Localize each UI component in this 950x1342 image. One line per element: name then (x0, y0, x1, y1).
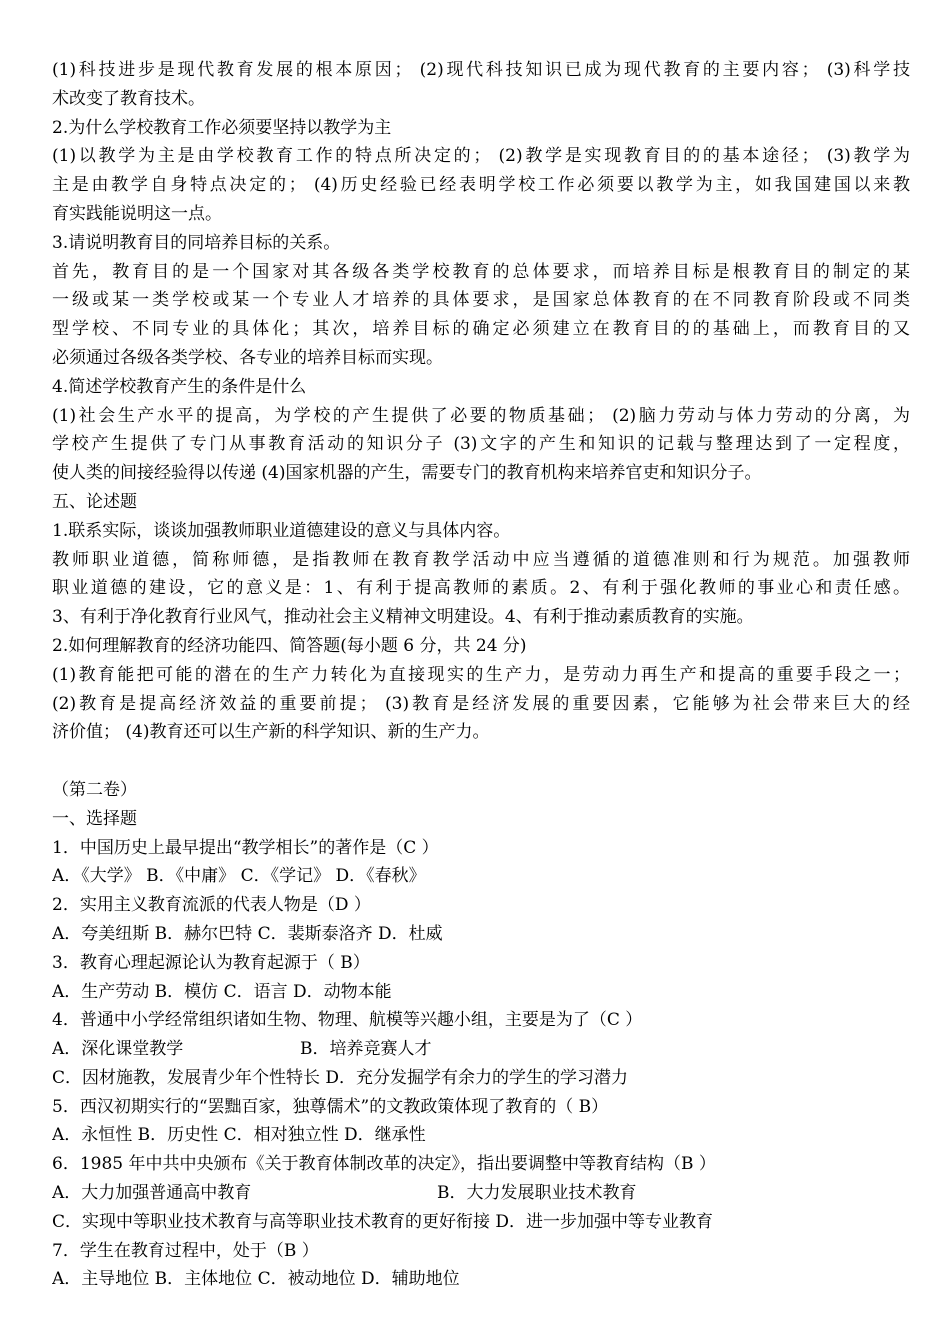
paragraph-line: 必须通过各级各类学校、各专业的培养目标而实现。 (52, 347, 443, 368)
document-body (52, 56, 910, 1294)
mcq-option-a: A．大力加强普通高中教育 (52, 1183, 252, 1204)
paragraph-line: 使人类的间接经验得以传递 (4)国家机器的产生，需要专门的教育机构来培养官吏和知识分子。 (52, 463, 762, 484)
mcq-question: 4．普通中小学经常组织诸如生物、物理、航模等兴趣小组，主要是为了（C ） (52, 1010, 643, 1031)
paragraph-line: 一级或某一类学校或某一个专业人才培养的具体要求，是国家总体教育的在不同教育阶段或不同类 (52, 290, 910, 311)
mcq-options: A．《大学》 B．《中庸》 C．《学记》 D．《春秋》 (52, 866, 426, 887)
paragraph-line: (2)教育是提高经济效益的重要前提； (3)教育是经济发展的重要因素，它能够为社会带来巨大的经 (52, 693, 910, 714)
mcq-option-b: B．大力发展职业技术教育 (437, 1183, 637, 1204)
volume-title: （第二卷） (52, 779, 137, 800)
question-title: 1.联系实际，谈谈加强教师职业道德建设的意义与具体内容。 (52, 520, 511, 541)
paragraph-line: 教师职业道德，简称师德，是指教师在教育教学活动中应当遵循的道德准则和行为规范。加强教师 (52, 549, 910, 570)
mcq-question: 6．1985 年中共中央颁布《关于教育体制改革的决定》，指出要调整中等教育结构（B ） (52, 1154, 716, 1175)
paragraph-line: 育实践能说明这一点。 (52, 203, 222, 224)
blank-line (52, 747, 910, 776)
paragraph-line: (1)科技进步是现代教育发展的根本原因； (2)现代科技知识已成为现代教育的主要内容； (3)科学技 (52, 60, 910, 80)
section-heading: 一、选择题 (52, 808, 137, 829)
mcq-options-row (52, 1179, 910, 1208)
paragraph-line: 术改变了教育技术。 (52, 88, 205, 109)
section-heading: 五、论述题 (52, 491, 137, 512)
question-title: 4.简述学校教育产生的条件是什么 (52, 376, 307, 397)
mcq-options: A．生产劳动 B．模仿 C．语言 D．动物本能 (52, 981, 392, 1002)
mcq-question: 3．教育心理起源论认为教育起源于（ B） (52, 952, 370, 973)
question-title: 2.如何理解教育的经济功能四、简答题(每小题 6 分，共 24 分) (52, 635, 527, 656)
mcq-question: 2．实用主义教育流派的代表人物是（D ） (52, 895, 371, 916)
mcq-option-b: B．培养竞赛人才 (300, 1039, 432, 1060)
mcq-options: C．实现中等职业技术教育与高等职业技术教育的更好衔接 D．进一步加强中等专业教育 (52, 1211, 714, 1232)
mcq-options: A．夸美纽斯 B．赫尔巴特 C．裴斯泰洛齐 D．杜威 (52, 923, 443, 944)
paragraph-line: 型学校、不同专业的具体化；其次，培养目标的确定必须建立在教育目的的基础上，而教育目的又 (52, 319, 910, 340)
paragraph-line: 职业道德的建设，它的意义是：1、有利于提高教师的素质。2、有利于强化教师的事业心和责任感。 (52, 578, 910, 599)
paragraph-line: 主是由教学自身特点决定的； (4)历史经验已经表明学校工作必须要以教学为主，如我国建国以来教 (52, 175, 910, 196)
mcq-question: 7．学生在教育过程中，处于（B ） (52, 1240, 319, 1261)
mcq-question: 1．中国历史上最早提出“教学相长”的著作是（C ） (52, 837, 439, 858)
paragraph-line: 济价值； (4)教育还可以生产新的科学知识、新的生产力。 (52, 722, 490, 743)
mcq-options: A．永恒性 B．历史性 C．相对独立性 D．继承性 (52, 1125, 426, 1146)
mcq-options: A．主导地位 B．主体地位 C．被动地位 D．辅助地位 (52, 1269, 460, 1290)
paragraph-line: (1)社会生产水平的提高，为学校的产生提供了必要的物质基础； (2)脑力劳动与体力劳动的分离，为 (52, 405, 910, 426)
paragraph-line: 学校产生提供了专门从事教育活动的知识分子 (3)文字的产生和知识的记载与整理达到了一定程度， (52, 434, 910, 455)
question-title: 2.为什么学校教育工作必须要坚持以教学为主 (52, 117, 392, 138)
paragraph-line: (1)教育能把可能的潜在的生产力转化为直接现实的生产力，是劳动力再生产和提高的重要手段之一； (52, 664, 910, 685)
paragraph-line: 首先，教育目的是一个国家对其各级各类学校教育的总体要求，而培养目标是根教育目的制定的某 (52, 261, 910, 282)
mcq-options: C．因材施教，发展青少年个性特长 D．充分发掘学有余力的学生的学习潜力 (52, 1067, 629, 1088)
question-title: 3.请说明教育目的同培养目标的关系。 (52, 232, 341, 253)
mcq-option-a: A．深化课堂教学 (52, 1039, 184, 1060)
paragraph-line: (1)以教学为主是由学校教育工作的特点所决定的； (2)教学是实现教育目的的基本途径； (3)教学为 (52, 146, 910, 167)
mcq-question: 5．西汉初期实行的“罢黜百家，独尊儒术”的文教政策体现了教育的（ B） (52, 1096, 609, 1117)
paragraph-line: 3、有利于净化教育行业风气，推动社会主义精神文明建设。4、有利于推动素质教育的实施。 (52, 607, 754, 628)
mcq-options-row (52, 1035, 910, 1064)
